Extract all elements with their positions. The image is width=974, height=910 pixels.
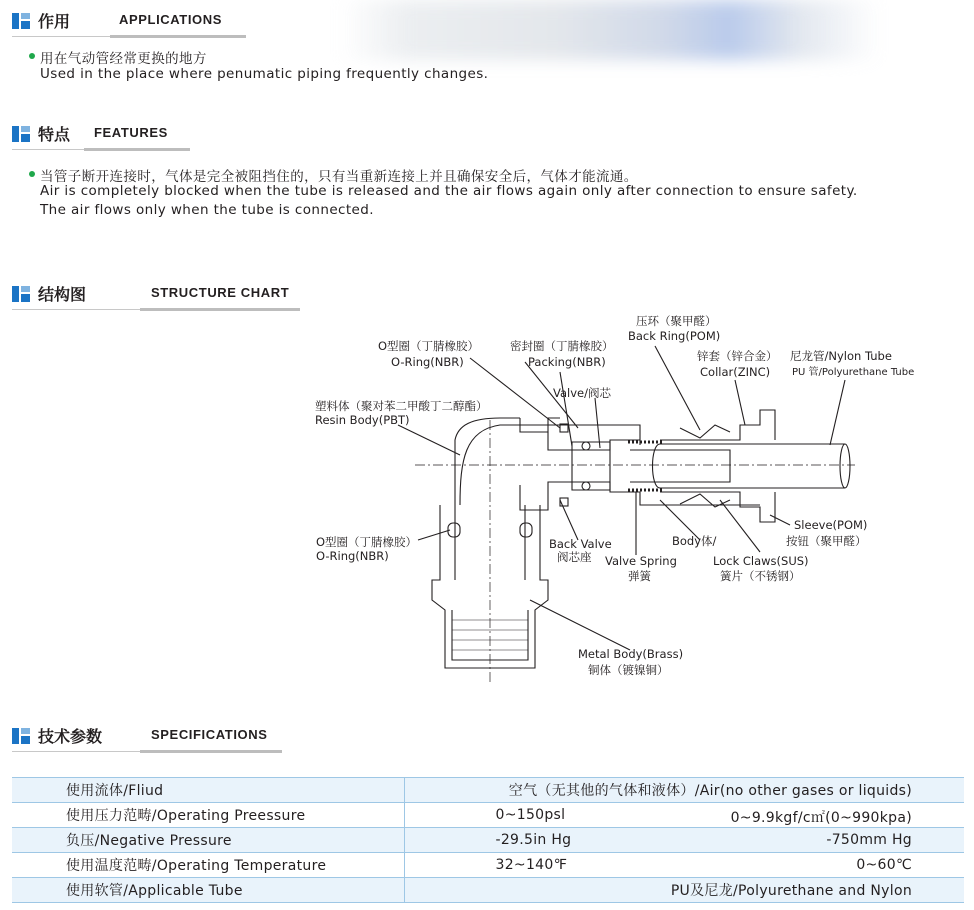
label-oring-top-cn: O型圈（丁腈橡胶） [378,339,480,353]
spec-name: 使用流体/Fliud [12,778,404,803]
label-spring-cn: 弹簧 [628,569,651,583]
features-text-en-1: Air is completely blocked when the tube is released and the air flows again only after connection to ensure safety. [40,183,858,199]
label-oring-bottom-en: O-Ring(NBR) [316,549,389,563]
spec-value-metric: 0~60℃ [856,857,912,873]
label-backvalve-en: Back Valve [549,537,612,551]
spec-value-text: PU及尼龙/Polyurethane and Nylon [670,883,912,899]
label-body: Body体/ [672,534,717,548]
section-header-features [12,122,312,152]
section-title-cn: 结构图 [38,285,87,304]
spec-value [404,803,964,828]
section-square-icon [12,126,30,142]
label-backring-cn: 压环（聚甲醛） [636,314,717,328]
spec-value-metric: 0~9.9kgf/c㎡(0~990kpa) [730,810,912,826]
label-claws-en: Lock Claws(SUS) [713,554,809,568]
spec-value-text: 空气（无其他的气体和液体）/Air(no other gases or liquids) [508,783,912,799]
section-title-cn: 特点 [38,125,71,144]
features-text-cn: 当管子断开连接时，气体是完全被阻挡住的，只有当重新连接上并且确保安全后，气体才能流通。 [40,169,638,185]
applications-text-en: Used in the place where penumatic piping frequently changes. [40,66,489,82]
section-underline [140,750,282,753]
features-text-en-2: The air flows only when the tube is connected. [40,202,374,218]
section-underline [84,148,190,151]
spec-value [404,878,964,903]
product-photo-fragment [340,0,880,60]
spec-value [404,828,964,853]
label-oring-top-en: O-Ring(NBR) [391,355,464,369]
spec-value-imperial: 0~150psl [495,807,566,823]
bullet-dot [29,171,35,177]
section-title-cn: 作用 [38,12,71,31]
spec-value [404,853,964,878]
section-divider [12,149,84,150]
section-divider [12,36,110,37]
spec-name: 负压/Negative Pressure [12,828,404,853]
label-backring-en: Back Ring(POM) [628,329,721,343]
label-metal-en: Metal Body(Brass) [578,647,684,661]
section-title-en: FEATURES [94,125,168,140]
label-valve: Valve/阀芯 [553,386,611,400]
spec-value-metric: -750mm Hg [826,832,912,848]
structure-diagram [300,310,940,690]
label-claws-cn: 簧片（不锈钢） [720,569,801,583]
label-oring-bottom-cn: O型圈（丁腈橡胶） [316,535,418,549]
section-square-icon [12,728,30,744]
table-row [12,803,964,828]
label-collar-cn: 锌套（锌合金） [697,349,778,363]
label-nylon-cn: 尼龙管/Nylon Tube [790,349,892,363]
spec-name: 使用压力范畴/Operating Preessure [12,803,404,828]
section-divider [12,751,140,752]
label-nylon-en: PU 管/Polyurethane Tube [792,367,915,378]
section-divider [12,309,140,310]
section-square-icon [12,13,30,29]
applications-text-cn: 用在气动管经常更换的地方 [40,51,207,67]
specifications-table [12,777,964,903]
label-packing-en: Packing(NBR) [528,355,606,369]
section-title-cn: 技术参数 [38,727,103,746]
section-title-en: APPLICATIONS [119,12,223,27]
label-metal-cn: 铜体（镀镍铜） [588,663,669,677]
section-square-icon [12,286,30,302]
bullet-dot [29,53,35,59]
section-underline [140,308,300,311]
section-header-structure [12,282,312,312]
spec-value [404,778,964,803]
label-resin-en: Resin Body(PBT) [315,413,410,427]
section-header-specifications [12,724,312,754]
table-row [12,828,964,853]
table-row [12,853,964,878]
spec-value-imperial: -29.5in Hg [495,832,572,848]
table-row [12,778,964,803]
spec-name: 使用温度范畴/Operating Temperature [12,853,404,878]
label-sleeve-cn: 按钮（聚甲醛） [786,534,867,548]
label-backvalve-cn: 阀芯座 [557,550,592,564]
label-packing-cn: 密封圈（丁腈橡胶） [510,339,614,353]
label-spring-en: Valve Spring [605,554,677,568]
label-collar-en: Collar(ZINC) [700,365,771,379]
section-header-applications [12,9,312,39]
spec-value-imperial: 32~140℉ [495,857,568,873]
label-resin-cn: 塑料体（聚对苯二甲酸丁二醇酯） [315,399,488,413]
spec-name: 使用软管/Applicable Tube [12,878,404,903]
section-title-en: STRUCTURE CHART [151,285,290,300]
section-underline [110,35,246,38]
section-title-en: SPECIFICATIONS [151,727,268,742]
table-row [12,878,964,903]
label-sleeve-en: Sleeve(POM) [794,518,868,532]
